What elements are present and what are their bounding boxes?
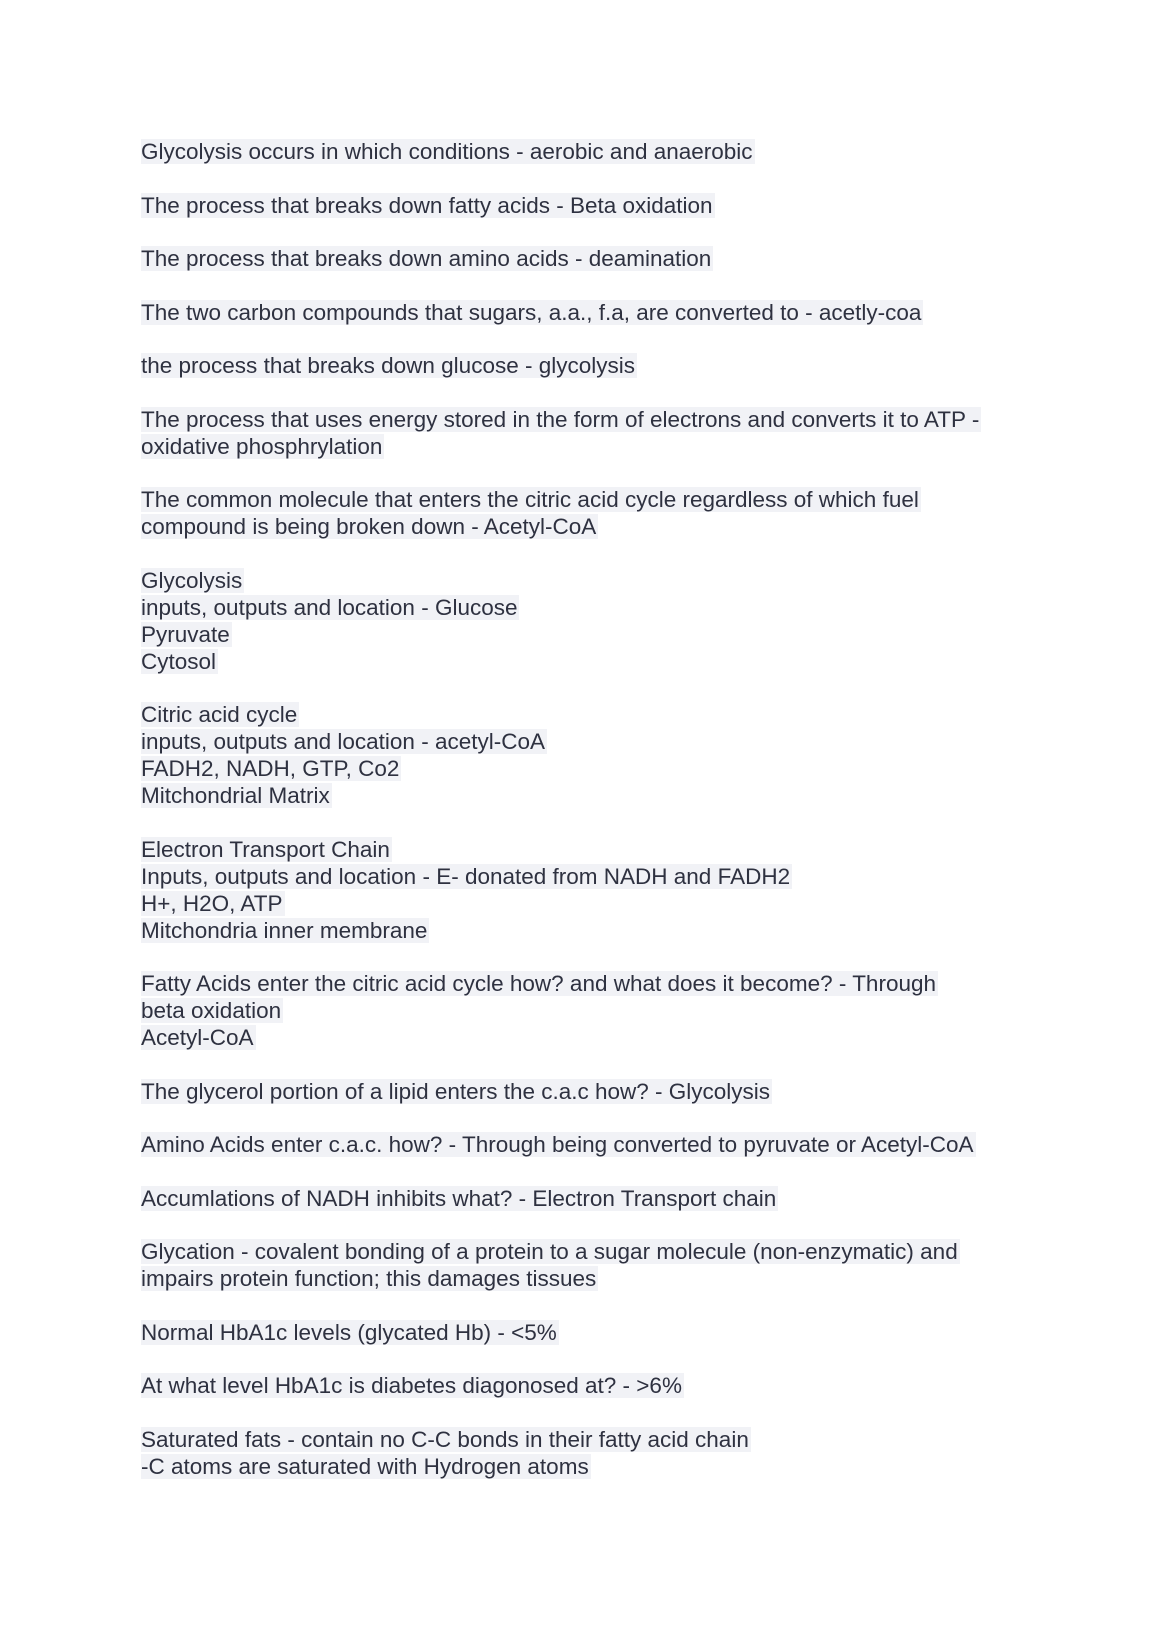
flashcard-text: Glycolysis	[141, 567, 243, 593]
flashcard-text: Acetyl-CoA	[141, 1025, 254, 1050]
flashcard-text: H+, H2O, ATP	[141, 890, 283, 916]
flashcard-line	[141, 1131, 1031, 1158]
flashcard-item	[141, 299, 1031, 326]
flashcard-line	[141, 970, 1031, 997]
flashcard-item	[141, 1185, 1031, 1212]
flashcard-item	[141, 192, 1031, 219]
flashcard-text: The process that breaks down fatty acids - Beta oxidation	[141, 192, 713, 218]
flashcard-text: inputs, outputs and location - acetyl-CoA	[141, 729, 545, 754]
flashcard-line	[141, 836, 1031, 863]
flashcard-line	[141, 1372, 1031, 1399]
flashcard-item	[141, 352, 1031, 379]
flashcard-line	[141, 192, 1031, 219]
flashcard-text: The glycerol portion of a lipid enters the c.a.c how? - Glycolysis	[141, 1078, 771, 1104]
flashcard-line	[141, 567, 1031, 594]
flashcard-text: Amino Acids enter c.a.c. how? - Through being converted to pyruvate or Acetyl-CoA	[141, 1132, 974, 1157]
flashcard-line	[141, 701, 1031, 728]
flashcard-text: inputs, outputs and location - Glucose	[141, 594, 518, 620]
flashcard-line	[141, 513, 1031, 540]
flashcard-line	[141, 352, 1031, 379]
flashcard-line	[141, 406, 1031, 433]
flashcard-line	[141, 594, 1031, 621]
flashcard-line	[141, 863, 1031, 890]
flashcard-line	[141, 1426, 1031, 1453]
flashcard-line	[141, 917, 1031, 944]
flashcard-item	[141, 701, 1031, 809]
flashcard-text: Normal HbA1c levels (glycated Hb) - <5%	[141, 1319, 557, 1345]
flashcard-line	[141, 782, 1031, 809]
flashcard-text: The common molecule that enters the citric acid cycle regardless of which fuel	[141, 487, 919, 512]
flashcard-text: beta oxidation	[141, 998, 282, 1023]
flashcard-line	[141, 138, 1031, 165]
flashcard-text: Cytosol	[141, 648, 217, 674]
flashcard-text: The process that uses energy stored in the form of electrons and converts it to ATP -	[141, 406, 980, 432]
flashcard-text: Citric acid cycle	[141, 702, 298, 727]
flashcard-text: The two carbon compounds that sugars, a.a., f.a, are converted to - acetly-coa	[141, 299, 922, 325]
flashcard-item	[141, 836, 1031, 944]
flashcard-item	[141, 567, 1031, 675]
flashcard-line	[141, 433, 1031, 460]
flashcard-line	[141, 1024, 1031, 1051]
flashcard-text: Glycolysis occurs in which conditions - aerobic and anaerobic	[141, 139, 753, 164]
flashcard-line	[141, 1238, 1031, 1265]
flashcard-line	[141, 1319, 1031, 1346]
flashcard-line	[141, 299, 1031, 326]
flashcard-text: oxidative phosphrylation	[141, 433, 383, 459]
flashcard-item	[141, 406, 1031, 460]
flashcard-line	[141, 890, 1031, 917]
flashcard-item	[141, 486, 1031, 540]
flashcard-text: compound is being broken down - Acetyl-CoA	[141, 514, 597, 539]
flashcard-line	[141, 648, 1031, 675]
flashcard-text: FADH2, NADH, GTP, Co2	[141, 756, 400, 781]
flashcard-text: Electron Transport Chain	[141, 836, 390, 862]
flashcard-item	[141, 1319, 1031, 1346]
flashcard-line	[141, 486, 1031, 513]
flashcard-text: The process that breaks down amino acids - deamination	[141, 246, 712, 271]
flashcard-item	[141, 970, 1031, 1051]
flashcard-line	[141, 1265, 1031, 1292]
flashcard-item	[141, 1426, 1031, 1480]
flashcard-line	[141, 1453, 1031, 1480]
flashcard-text: the process that breaks down glucose - glycolysis	[141, 353, 635, 378]
flashcard-text: Mitchondrial Matrix	[141, 783, 330, 808]
flashcard-line	[141, 1185, 1031, 1212]
flashcard-item	[141, 1078, 1031, 1105]
flashcard-text: At what level HbA1c is diabetes diagonosed at? - >6%	[141, 1373, 682, 1398]
flashcard-item	[141, 245, 1031, 272]
flashcard-line	[141, 728, 1031, 755]
flashcard-text: Accumlations of NADH inhibits what? - Electron Transport chain	[141, 1185, 777, 1211]
flashcard-item	[141, 1131, 1031, 1158]
flashcard-text: Pyruvate	[141, 621, 230, 647]
flashcard-text: impairs protein function; this damages tissues	[141, 1266, 597, 1291]
flashcard-line	[141, 1078, 1031, 1105]
flashcard-text: -C atoms are saturated with Hydrogen atoms	[141, 1453, 589, 1479]
flashcard-list	[141, 138, 1031, 1506]
flashcard-item	[141, 138, 1031, 165]
flashcard-text: Fatty Acids enter the citric acid cycle how? and what does it become? - Through	[141, 971, 936, 996]
flashcard-line	[141, 755, 1031, 782]
flashcard-text: Glycation - covalent bonding of a protein to a sugar molecule (non-enzymatic) and	[141, 1239, 958, 1264]
flashcard-text: Mitchondria inner membrane	[141, 917, 428, 943]
flashcard-line	[141, 997, 1031, 1024]
flashcard-line	[141, 621, 1031, 648]
flashcard-line	[141, 245, 1031, 272]
flashcard-item	[141, 1238, 1031, 1292]
flashcard-item	[141, 1372, 1031, 1399]
flashcard-text: Saturated fats - contain no C-C bonds in their fatty acid chain	[141, 1426, 749, 1452]
flashcard-text: Inputs, outputs and location - E- donated from NADH and FADH2	[141, 863, 791, 889]
